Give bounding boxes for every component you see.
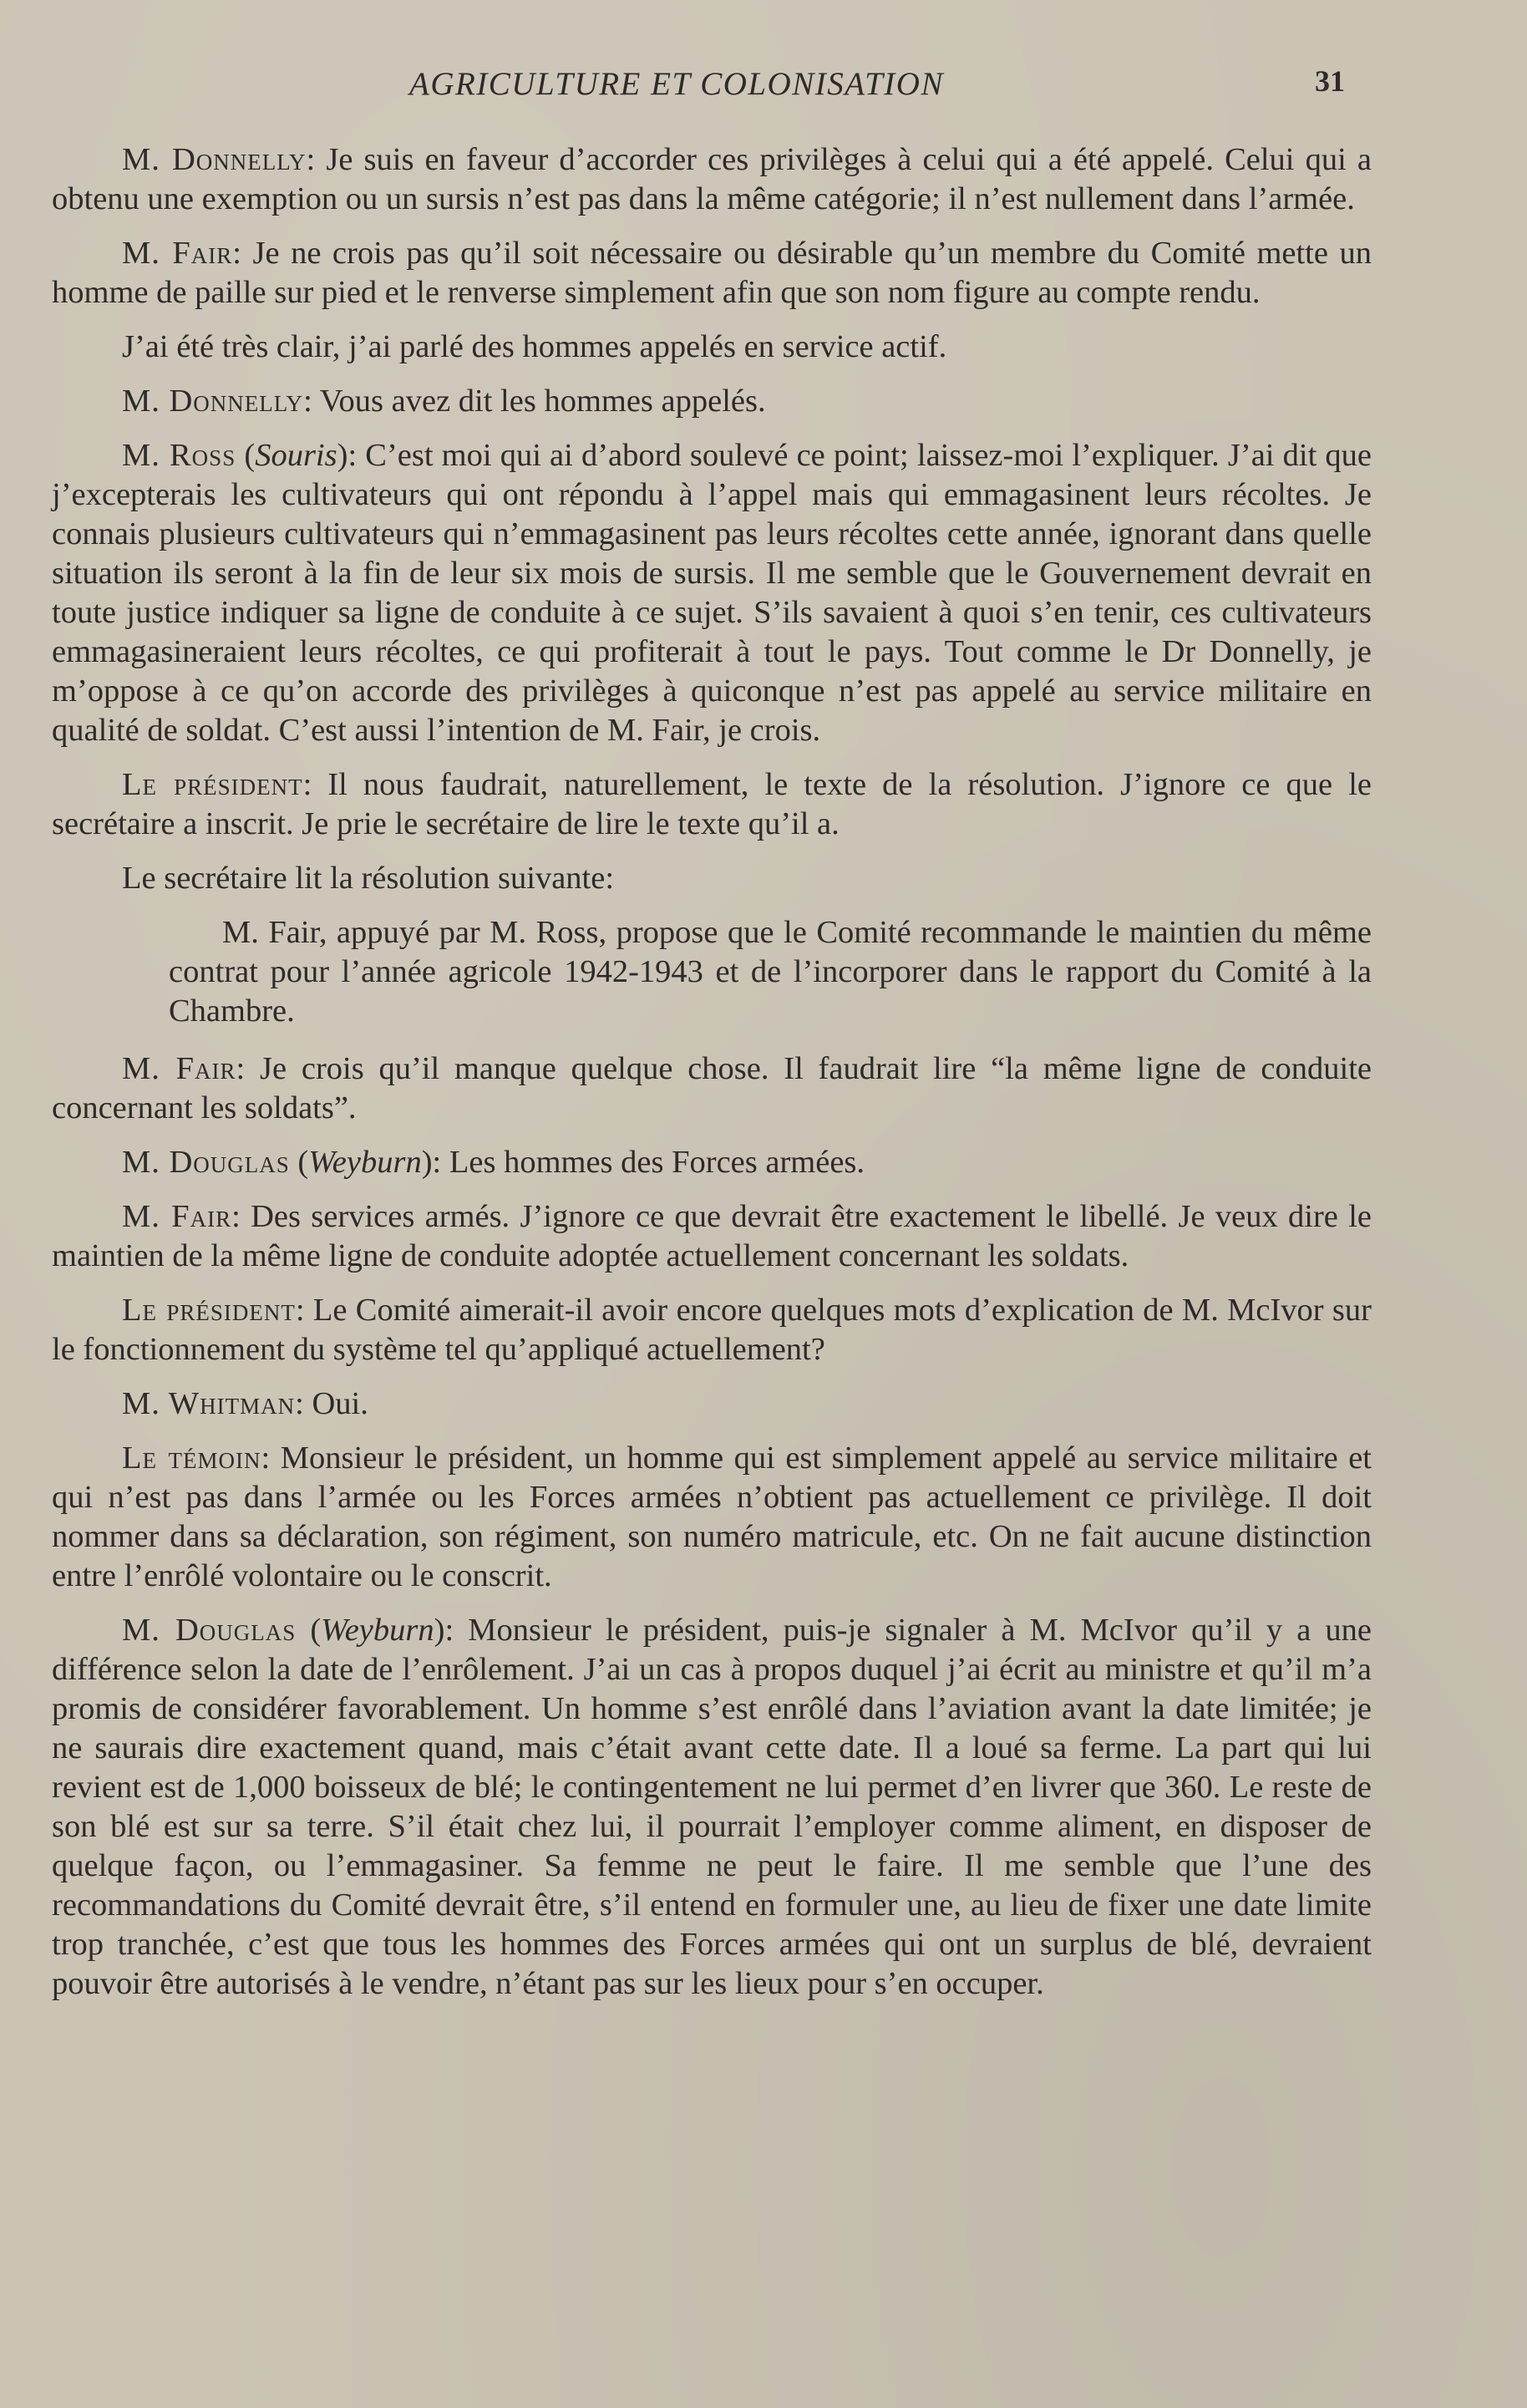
paragraph-text: M. Fair, appuyé par M. Ross, propose que le Comité recommande le maintien du même contrat pour l’année agricole 1942-1943 et de l’incorporer dans le rapport du Comité à la Chambre. bbox=[169, 915, 1372, 1029]
speaker-name: M. Fair bbox=[122, 236, 233, 271]
speaker-name: M. Ross bbox=[122, 438, 236, 473]
speaker-name: M. Donnelly bbox=[122, 384, 304, 419]
paragraph: M. Douglas (Weyburn): Les hommes des Forces armées. bbox=[122, 1145, 865, 1180]
paragraph: Le président: Le Comité aimerait-il avoir encore quelques mots d’explication de M. McIvor sur le fonctionnement du système tel qu’appliqué actuellement? bbox=[52, 1293, 1372, 1367]
paragraph: M. Fair: Je ne crois pas qu’il soit nécessaire ou désirable qu’un membre du Comité mette un homme de paille sur pied et le renverse simplement afin que son nom figure au compte rendu. bbox=[52, 236, 1372, 310]
speaker-riding: Souris bbox=[255, 438, 337, 473]
paragraph-text: Le secrétaire lit la résolution suivante: bbox=[122, 861, 615, 896]
running-title: AGRICULTURE ET COLONISATION bbox=[409, 66, 944, 102]
speaker-name: M. Whitman bbox=[122, 1386, 296, 1421]
speaker-name: Le président bbox=[122, 767, 303, 802]
paragraph: M. Douglas (Weyburn): Monsieur le président, puis-je signaler à M. McIvor qu’il y a une différence selon la date de l’enrôlement. J’ai un cas à propos duquel j’ai écrit au ministre et qu’il m’a promis de considérer favorablement. Un homme s’est enrôlé dans l’aviation avant la date limitée; je ne saurais dire exactement quand, mais c’était avant cette date. Il a loué sa ferme. La part qui lui revient est de 1,000 boisseux de blé; le contingentement ne lui permet d’en livrer que 360. Le reste de son blé est sur sa terre. S’il était chez lui, il pourrait l’employer comme aliment, en disposer de quelque façon, ou l’emmagasiner. Sa femme ne peut le faire. Il me semble que l’une des recommandations du Comité devrait être, s’il entend en formuler une, au lieu de fixer une date limite trop tranchée, c’est que tous les hommes des Forces armées qui ont un surplus de blé, devraient pouvoir être autorisés à le vendre, n’étant pas sur les lieux pour s’en occuper. bbox=[52, 1613, 1372, 2001]
paragraph: M. Donnelly: Je suis en faveur d’accorder ces privilèges à celui qui a été appelé. Celui qui a obtenu une exemption ou un sursis n’est pas dans la même catégorie; il n’est nullement dans l’armée. bbox=[52, 142, 1372, 216]
paragraph-text: Je crois qu’il manque quelque chose. Il faudrait lire “la même ligne de conduite concernant les soldats”. bbox=[52, 1051, 1372, 1125]
paragraph bbox=[52, 328, 1372, 367]
resolution-quote bbox=[52, 913, 1372, 1031]
paragraph-text: Je ne crois pas qu’il soit nécessaire ou désirable qu’un membre du Comité mette un homme de paille sur pied et le renverse simplement afin que son nom figure au compte rendu. bbox=[52, 236, 1372, 310]
paragraph-text: Les hommes des Forces armées. bbox=[441, 1145, 865, 1180]
speaker-name: M. Fair bbox=[122, 1051, 236, 1086]
paragraph-text: Oui. bbox=[303, 1386, 368, 1421]
paragraph-text: Monsieur le président, un homme qui est simplement appelé au service militaire et qui n’est pas dans l’armée ou les Forces armées n’obtient pas actuellement ce privilège. Il doit nommer dans sa déclaration, son régiment, son numéro matricule, etc. On ne fait aucune distinction entre l’enrôlé volontaire ou le conscrit. bbox=[52, 1440, 1372, 1593]
paragraph: Le témoin: Monsieur le président, un homme qui est simplement appelé au service militaire et qui n’est pas dans l’armée ou les Forces armées n’obtient pas actuellement ce privilège. Il doit nommer dans sa déclaration, son régiment, son numéro matricule, etc. On ne fait aucune distinction entre l’enrôlé volontaire ou le conscrit. bbox=[52, 1440, 1372, 1593]
speaker-riding: Weyburn bbox=[321, 1613, 434, 1648]
paragraph: M. Whitman: Oui. bbox=[122, 1386, 368, 1421]
paragraph-text: Vous avez dit les hommes appelés. bbox=[312, 384, 766, 419]
page-header bbox=[0, 65, 1527, 115]
paragraph bbox=[52, 859, 1372, 898]
paragraph: M. Fair: Je crois qu’il manque quelque chose. Il faudrait lire “la même ligne de conduite concernant les soldats”. bbox=[52, 1051, 1372, 1125]
paragraph: Le président: Il nous faudrait, naturellement, le texte de la résolution. J’ignore ce que le secrétaire a inscrit. Je prie le secrétaire de lire le texte qu’il a. bbox=[52, 767, 1372, 841]
paragraph-text: Des services armés. J’ignore ce que devrait être exactement le libellé. Je veux dire le maintien de la même ligne de conduite adoptée actuellement concernant les soldats. bbox=[52, 1199, 1372, 1273]
speaker-name: Le président bbox=[122, 1293, 296, 1328]
paragraph: M. Fair: Des services armés. J’ignore ce que devrait être exactement le libellé. Je veux dire le maintien de la même ligne de conduite adoptée actuellement concernant les soldats. bbox=[52, 1199, 1372, 1273]
paragraph-text: J’ai été très clair, j’ai parlé des hommes appelés en service actif. bbox=[122, 329, 947, 364]
paragraph-text: C’est moi qui ai d’abord soulevé ce point; laissez-moi l’expliquer. J’ai dit que j’excepterais les cultivateurs qui ont répondu à l’appel mais qui emmagasinent leurs récoltes. Je connais plusieurs cultivateurs qui n’emmagasinent pas leurs récoltes cette année, ignorant dans quelle situation ils seront à la fin de leur six mois de sursis. Il me semble que le Gouvernement devrait en toute justice indiquer sa ligne de conduite à ce sujet. S’ils savaient à quoi s’en tenir, ces cultivateurs emmagasineraient leurs récoltes, ce qui profiterait à tout le pays. Tout comme le Dr Donnelly, je m’oppose à ce qu’on accorde des privilèges à quiconque n’est pas appelé au service militaire en qualité de soldat. C’est aussi l’intention de M. Fair, je crois. bbox=[52, 438, 1372, 748]
page-number: 31 bbox=[1315, 64, 1345, 98]
speaker-name: Le témoin bbox=[122, 1440, 261, 1476]
paragraph: M. Ross (Souris): C’est moi qui ai d’abord soulevé ce point; laissez-moi l’expliquer. J’ai dit que j’excepterais les cultivateurs qui ont répondu à l’appel mais qui emmagasinent leurs récoltes. Je connais plusieurs cultivateurs qui n’emmagasinent pas leurs récoltes cette année, ignorant dans quelle situation ils seront à la fin de leur six mois de sursis. Il me semble que le Gouvernement devrait en toute justice indiquer sa ligne de conduite à ce sujet. S’ils savaient à quoi s’en tenir, ces cultivateurs emmagasineraient leurs récoltes, ce qui profiterait à tout le pays. Tout comme le Dr Donnelly, je m’oppose à ce qu’on accorde des privilèges à quiconque n’est pas appelé au service militaire en qualité de soldat. C’est aussi l’intention de M. Fair, je crois. bbox=[52, 438, 1372, 748]
paragraph-text: Je suis en faveur d’accorder ces privilèges à celui qui a été appelé. Celui qui a obtenu une exemption ou un sursis n’est pas dans la même catégorie; il n’est nullement dans l’armée. bbox=[52, 142, 1372, 216]
speaker-name: M. Fair bbox=[122, 1199, 232, 1234]
body-text bbox=[52, 140, 1372, 2019]
speaker-name: M. Douglas bbox=[122, 1613, 297, 1648]
speaker-riding: Weyburn bbox=[308, 1145, 422, 1180]
speaker-name: M. Donnelly bbox=[122, 142, 307, 177]
paragraph-text: Il nous faudrait, naturellement, le texte de la résolution. J’ignore ce que le secrétaire a inscrit. Je prie le secrétaire de lire le texte qu’il a. bbox=[52, 767, 1372, 841]
paragraph-text: Monsieur le président, puis-je signaler à M. McIvor qu’il y a une différence selon la date de l’enrôlement. J’ai un cas à propos duquel j’ai écrit au ministre et qu’il m’a promis de considérer favorablement. Un homme s’est enrôlé dans l’aviation avant la date limitée; je ne saurais dire exactement quand, mais c’était avant cette date. Il a loué sa ferme. La part qui lui revient est de 1,000 boisseux de blé; le contingentement ne lui permet d’en livrer que 360. Le reste de son blé est sur sa terre. S’il était chez lui, il pourrait l’employer comme aliment, en disposer de quelque façon, ou l’emmagasiner. Sa femme ne peut le faire. Il me semble que l’une des recommandations du Comité devrait être, s’il entend en formuler une, au lieu de fixer une date limite trop tranchée, c’est que tous les hommes des Forces armées qui ont un surplus de blé, devraient pouvoir être autorisés à le vendre, n’étant pas sur les lieux pour s’en occuper. bbox=[52, 1613, 1372, 2001]
speaker-name: M. Douglas bbox=[122, 1145, 290, 1180]
paragraph-text: Le Comité aimerait-il avoir encore quelques mots d’explication de M. McIvor sur le fonctionnement du système tel qu’appliqué actuellement? bbox=[52, 1293, 1372, 1367]
paragraph: M. Donnelly: Vous avez dit les hommes appelés. bbox=[122, 384, 766, 419]
